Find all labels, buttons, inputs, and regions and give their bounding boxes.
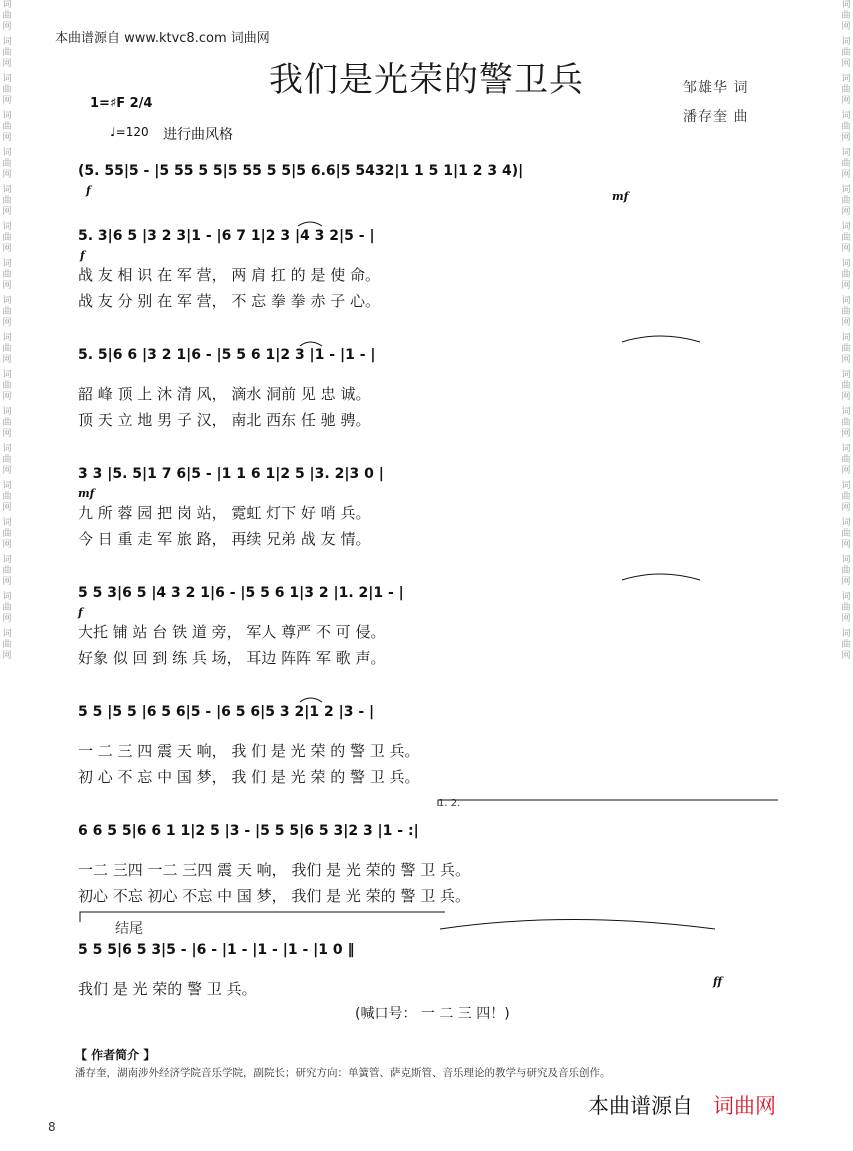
tie-curve [622,336,700,342]
watermark-text: 词 曲 网 [841,296,851,328]
dynamic-mark: f [86,184,91,197]
lyric-line: 韶 峰 顶 上 沐 清 风， 滴水 洞前 见 忠 诚。 [78,385,371,403]
composer-credit: 潘存奎 曲 [683,109,749,125]
bio-text: 潘存奎，湖南涉外经济学院音乐学院，副院长；研究方向：单簧管、萨克斯管、音乐理论的教学与研究及音乐创作。 [75,1067,611,1079]
watermark-text: 词 曲 网 [2,629,12,661]
tie-curve [440,920,715,930]
dynamic-mark: f [80,249,85,262]
volta-bracket [438,800,778,806]
lyric-line: 九 所 蓉 园 把 岗 站， 霓虹 灯下 好 哨 兵。 [78,504,371,522]
watermark-text: 词 曲 网 [2,259,12,291]
lyric-line: 战 友 分 别 在 军 营， 不 忘 拳 拳 赤 子 心。 [78,292,380,310]
watermark-text: 词 曲 网 [841,370,851,402]
watermark-text: 词 曲 网 [841,37,851,69]
watermark-text: 词 曲 网 [2,74,12,106]
dynamic-mark: mf [78,487,95,500]
lyricist-credit: 邹雄华 词 [683,80,749,96]
watermark-text: 词 曲 网 [2,444,12,476]
watermark-text: 词 曲 网 [2,592,12,624]
key-signature: 1=♯F 2/4 [90,96,153,111]
watermark-text: 词 曲 网 [2,555,12,587]
watermark-text: 词 曲 网 [2,481,12,513]
music-line: 5. 5|6 6 |3 2 1|6 - |5 5 6 1|2 3 |1 - |1 - | [78,347,376,363]
watermark-text: 词 曲 网 [841,481,851,513]
watermark-text: 词 曲 网 [841,111,851,143]
lyric-line: 一二 三四 一二 三四 震 天 响， 我们 是 光 荣的 警 卫 兵。 [78,861,470,879]
lyric-line: 我们 是 光 荣的 警 卫 兵。 [78,980,257,998]
watermark-text: 词 曲 网 [2,185,12,217]
watermark-text: 词 曲 网 [841,518,851,550]
shout-line: (喊口号： 一 二 三 四！) [355,1006,510,1022]
bio-heading: 【 作者简介 】 [75,1048,156,1062]
dynamic-mark: ff [713,975,723,988]
music-line: 6 6 5 5|6 6 1 1|2 5 |3 - |5 5 5|6 5 3|2 3 |1 - :| [78,823,419,839]
watermark-text: 词 曲 网 [2,296,12,328]
coda-label: 结尾 [115,921,143,937]
music-line: 5 5 3|6 5 |4 3 2 1|6 - |5 5 6 1|3 2 |1. 2|1 - | [78,585,404,601]
song-title: 我们是光荣的警卫兵 [269,60,584,100]
music-line: 5 5 |5 5 |6 5 6|5 - |6 5 6|5 3 2|1 2 |3 - | [78,704,375,720]
dynamic-mark: mf [612,190,629,203]
watermark-text: 词 曲 网 [2,222,12,254]
lyric-line: 一 二 三 四 震 天 响， 我 们 是 光 荣 的 警 卫 兵。 [78,742,420,760]
watermark-text: 词 曲 网 [841,74,851,106]
watermark-text: 词 曲 网 [2,370,12,402]
footer-site-name: 词曲网 [713,1094,776,1118]
watermark-text: 词 曲 网 [841,259,851,291]
tempo-mark: ♩=120 [110,125,149,139]
lyric-line: 好象 似 回 到 练 兵 场， 耳边 阵阵 军 歌 声。 [78,649,386,667]
watermark-text: 词 曲 网 [2,148,12,180]
tie-curve [622,574,700,580]
watermark-text: 词 曲 网 [841,333,851,365]
volta-bracket-label: 1. 2. [438,798,461,809]
music-line: 5 5 5|6 5 3|5 - |6 - |1 - |1 - |1 - |1 0 ‖ [78,942,355,958]
music-line: 3 3 |5. 5|1 7 6|5 - |1 1 6 1|2 5 |3. 2|3 0 | [78,466,384,482]
watermark-text: 词 曲 网 [841,629,851,661]
lyric-line: 今 日 重 走 军 旅 路， 再续 兄弟 战 友 情。 [78,530,371,548]
watermark-text: 词 曲 网 [2,407,12,439]
footer-left-text: 本曲谱源自 [588,1094,693,1118]
watermark-text: 词 曲 网 [841,592,851,624]
watermark-text: 词 曲 网 [2,0,12,32]
watermark-text: 词 曲 网 [2,333,12,365]
watermark-text: 词 曲 网 [841,222,851,254]
watermark-text: 词 曲 网 [2,37,12,69]
watermark-text: 词 曲 网 [841,444,851,476]
lyric-line: 初心 不忘 初心 不忘 中 国 梦， 我们 是 光 荣的 警 卫 兵。 [78,887,470,905]
coda-bracket [80,912,445,922]
watermark-text: 词 曲 网 [841,0,851,32]
page-number: 8 [48,1120,56,1134]
slur-curve [298,222,322,226]
watermark-text: 词 曲 网 [841,407,851,439]
watermark-text: 词 曲 网 [2,518,12,550]
source-line: 本曲谱源自 www.ktvc8.com 词曲网 [55,31,270,46]
watermark-text: 词 曲 网 [841,555,851,587]
footer-source [588,1090,776,1120]
lyric-line: 战 友 相 识 在 军 营， 两 肩 扛 的 是 使 命。 [78,266,380,284]
watermark-text: 词 曲 网 [841,148,851,180]
slur-curve [300,342,322,346]
watermark-text: 词 曲 网 [2,111,12,143]
watermark-text: 词 曲 网 [841,185,851,217]
lyric-line: 顶 天 立 地 男 子 汉， 南北 西东 任 驰 骋。 [78,411,371,429]
style-mark: 进行曲风格 [163,127,233,143]
dynamic-mark: f [78,606,83,619]
slur-curve [300,698,322,702]
lyric-line: 初 心 不 忘 中 国 梦， 我 们 是 光 荣 的 警 卫 兵。 [78,768,420,786]
lyric-line: 大托 铺 站 台 铁 道 旁， 军人 尊严 不 可 侵。 [78,623,386,641]
music-line: 5. 3|6 5 |3 2 3|1 - |6 7 1|2 3 |4 3 2|5 - | [78,228,375,244]
music-line: (5. 55|5 - |5 55 5 5|5 55 5 5|5 6.6|5 5432|1 1 5 1|1 2 3 4)| [78,163,524,179]
